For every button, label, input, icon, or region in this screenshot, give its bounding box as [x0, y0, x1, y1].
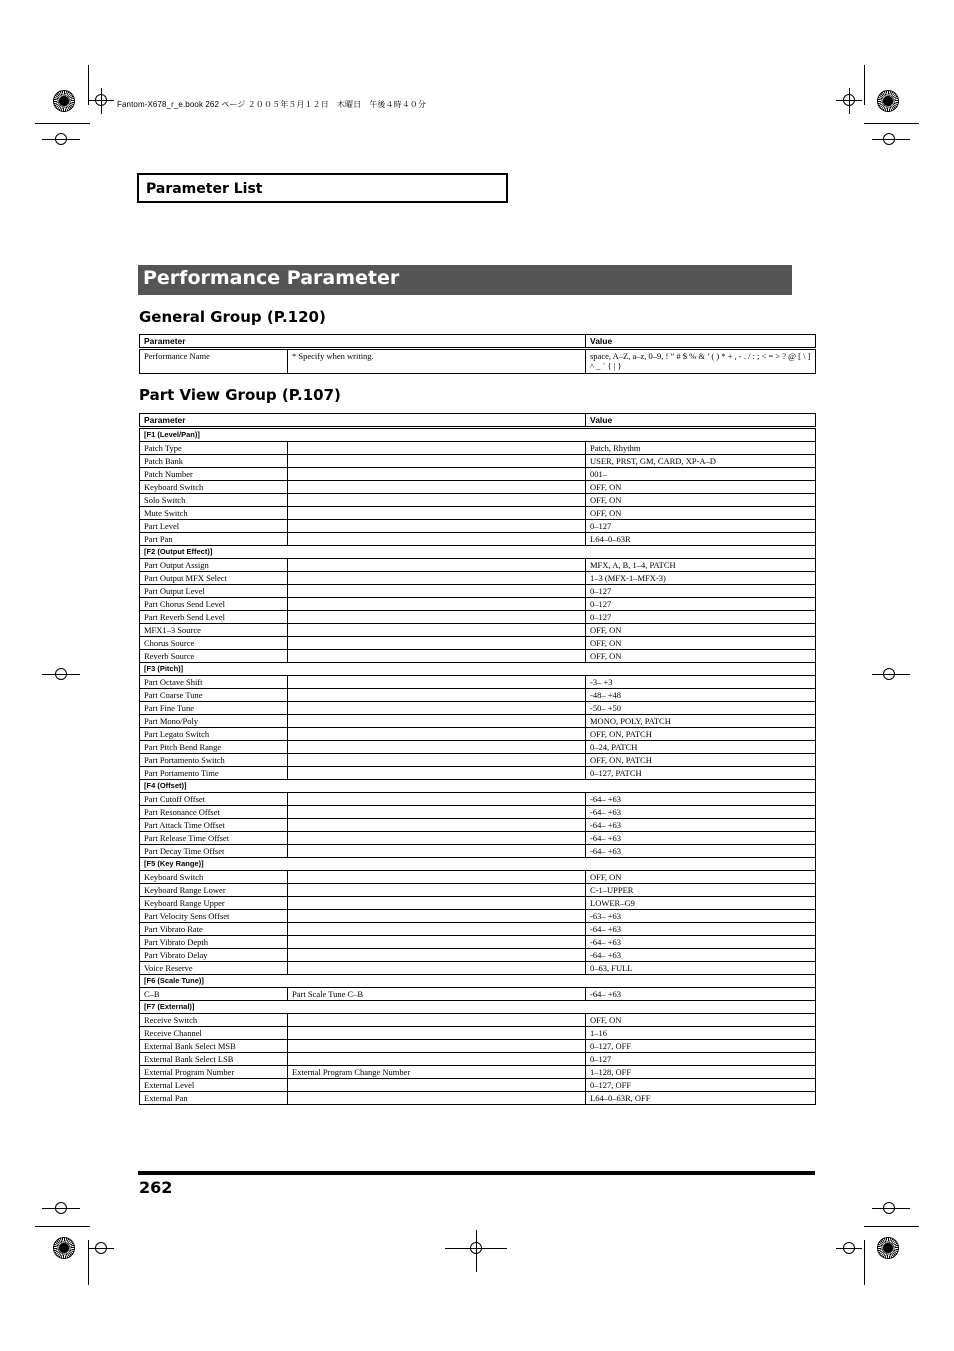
parameter-cell: Part Output Level	[140, 585, 288, 598]
note-cell	[288, 572, 586, 585]
value-cell: C-1–UPPER	[586, 884, 816, 897]
table-row	[140, 1079, 816, 1092]
note-cell	[288, 962, 586, 975]
table-row	[140, 494, 816, 507]
note-cell	[288, 598, 586, 611]
note-cell	[288, 442, 586, 455]
table-row	[140, 442, 816, 455]
note-cell: Part Scale Tune C–B	[288, 988, 586, 1001]
parameter-cell: Mute Switch	[140, 507, 288, 520]
note-cell	[288, 715, 586, 728]
crop-line	[88, 65, 89, 105]
parameter-cell: Part Level	[140, 520, 288, 533]
value-cell: 0–127, PATCH	[586, 767, 816, 780]
note-cell	[288, 507, 586, 520]
registration-target-bottom-right	[877, 1237, 899, 1259]
parameter-cell: Part Mono/Poly	[140, 715, 288, 728]
parameter-cell: External Level	[140, 1079, 288, 1092]
page-title: Performance Parameter	[143, 267, 400, 289]
table-row	[140, 741, 816, 754]
value-cell: -64– +63	[586, 819, 816, 832]
parameter-cell: MFX1–3 Source	[140, 624, 288, 637]
parameter-cell: Part Velocity Sens Offset	[140, 910, 288, 923]
parameter-cell: Part Reverb Send Level	[140, 611, 288, 624]
value-cell: 0–127	[586, 611, 816, 624]
crop-line	[42, 674, 80, 675]
group-header-row	[140, 858, 816, 871]
note-cell	[288, 884, 586, 897]
crop-line	[836, 1248, 862, 1249]
parameter-cell: Patch Number	[140, 468, 288, 481]
parameter-cell: Keyboard Range Lower	[140, 884, 288, 897]
value-cell: LOWER–G9	[586, 897, 816, 910]
parameter-cell: Performance Name	[140, 349, 288, 374]
crop-line	[88, 1248, 114, 1249]
table-row	[140, 884, 816, 897]
table-row	[140, 936, 816, 949]
group-header-row	[140, 428, 816, 442]
table-row	[140, 988, 816, 1001]
value-cell: 0–127	[586, 520, 816, 533]
note-cell	[288, 689, 586, 702]
table-row	[140, 585, 816, 598]
parameter-cell: Receive Switch	[140, 1014, 288, 1027]
note-cell	[288, 741, 586, 754]
note-cell	[288, 559, 586, 572]
table-row	[140, 468, 816, 481]
parameter-cell: Part Output Assign	[140, 559, 288, 572]
parameter-cell: Part Fine Tune	[140, 702, 288, 715]
parameter-cell: Part Legato Switch	[140, 728, 288, 741]
note-cell	[288, 1079, 586, 1092]
table-row	[140, 1066, 816, 1079]
general-group-table	[139, 334, 816, 374]
registration-target-top-left	[53, 90, 75, 112]
parameter-cell: Part Output MFX Select	[140, 572, 288, 585]
table-row	[140, 832, 816, 845]
table-row	[140, 624, 816, 637]
table-row	[140, 689, 816, 702]
note-cell	[288, 806, 586, 819]
note-cell	[288, 832, 586, 845]
note-cell	[288, 455, 586, 468]
value-cell: 0–24, PATCH	[586, 741, 816, 754]
note-cell	[288, 611, 586, 624]
group-label: [F2 (Output Effect)]	[140, 546, 816, 559]
crop-line	[864, 1226, 919, 1227]
registration-target-top-right	[877, 90, 899, 112]
parameter-cell: Part Vibrato Rate	[140, 923, 288, 936]
parameter-cell: Chorus Source	[140, 637, 288, 650]
parameter-cell: External Bank Select LSB	[140, 1053, 288, 1066]
table-row	[140, 702, 816, 715]
note-cell	[288, 494, 586, 507]
group-header-row	[140, 663, 816, 676]
table-row	[140, 910, 816, 923]
group-label: [F3 (Pitch)]	[140, 663, 816, 676]
table-row	[140, 715, 816, 728]
note-cell	[288, 468, 586, 481]
parameter-cell: Patch Type	[140, 442, 288, 455]
note-cell	[288, 871, 586, 884]
table-row	[140, 793, 816, 806]
crop-line	[864, 1240, 865, 1285]
value-cell: L64–0–63R, OFF	[586, 1092, 816, 1105]
table-row	[140, 767, 816, 780]
crop-line	[42, 1208, 80, 1209]
part-view-group-title: Part View Group (P.107)	[139, 386, 341, 404]
crop-line	[42, 139, 80, 140]
note-cell	[288, 767, 586, 780]
note-cell	[288, 624, 586, 637]
value-cell: OFF, ON, PATCH	[586, 728, 816, 741]
crop-line	[872, 674, 910, 675]
table-row	[140, 1092, 816, 1105]
parameter-cell: Part Vibrato Depth	[140, 936, 288, 949]
note-cell	[288, 728, 586, 741]
value-cell: OFF, ON	[586, 871, 816, 884]
table-row	[140, 481, 816, 494]
note-cell	[288, 949, 586, 962]
value-cell: OFF, ON	[586, 507, 816, 520]
parameter-cell: Part Decay Time Offset	[140, 845, 288, 858]
parameter-cell: Part Portamento Switch	[140, 754, 288, 767]
table-row	[140, 637, 816, 650]
note-cell	[288, 585, 586, 598]
group-label: [F4 (Offset)]	[140, 780, 816, 793]
note-cell	[288, 754, 586, 767]
table-row	[140, 1053, 816, 1066]
parameter-cell: Part Pitch Bend Range	[140, 741, 288, 754]
crop-line	[872, 139, 910, 140]
note-cell: * Specify when writing.	[288, 349, 586, 374]
value-cell: OFF, ON	[586, 481, 816, 494]
value-cell: MFX, A, B, 1–4, PATCH	[586, 559, 816, 572]
value-cell: OFF, ON	[586, 650, 816, 663]
value-cell: 0–127	[586, 585, 816, 598]
part-view-group-table	[139, 413, 816, 1105]
parameter-cell: Keyboard Switch	[140, 481, 288, 494]
parameter-cell: Part Resonance Offset	[140, 806, 288, 819]
note-cell	[288, 520, 586, 533]
group-header-row	[140, 975, 816, 988]
group-header-row	[140, 1001, 816, 1014]
value-cell: -64– +63	[586, 845, 816, 858]
print-info-header: Fantom-X678_r_e.book 262 ページ ２００５年５月１２日 木曜日 午後４時４０分	[117, 100, 427, 109]
note-cell	[288, 1027, 586, 1040]
value-cell: 0–127, OFF	[586, 1040, 816, 1053]
value-cell: 0–127	[586, 598, 816, 611]
crop-line	[864, 65, 865, 105]
parameter-cell: Part Chorus Send Level	[140, 598, 288, 611]
value-cell: OFF, ON	[586, 494, 816, 507]
page-number: 262	[139, 1178, 173, 1197]
note-cell	[288, 637, 586, 650]
registration-target-bottom-left	[53, 1237, 75, 1259]
value-cell: -48– +48	[586, 689, 816, 702]
parameter-cell: Part Coarse Tune	[140, 689, 288, 702]
value-cell: 1–3 (MFX-1–MFX-3)	[586, 572, 816, 585]
value-cell: USER, PRST, GM, CARD, XP-A–D	[586, 455, 816, 468]
value-cell: 001–	[586, 468, 816, 481]
parameter-cell: Part Vibrato Delay	[140, 949, 288, 962]
note-cell: External Program Change Number	[288, 1066, 586, 1079]
table-row	[140, 819, 816, 832]
crop-line	[88, 1240, 89, 1285]
table-row	[140, 923, 816, 936]
value-cell: -63– +63	[586, 910, 816, 923]
note-cell	[288, 1092, 586, 1105]
value-cell: L64–0–63R	[586, 533, 816, 546]
table-row	[140, 1027, 816, 1040]
parameter-cell: External Program Number	[140, 1066, 288, 1079]
footer-rule	[138, 1171, 815, 1175]
parameter-cell: Solo Switch	[140, 494, 288, 507]
group-header-row	[140, 780, 816, 793]
general-group-title: General Group (P.120)	[139, 308, 326, 326]
value-cell: MONO, POLY, PATCH	[586, 715, 816, 728]
note-cell	[288, 910, 586, 923]
value-cell: -3– +3	[586, 676, 816, 689]
crop-line	[35, 123, 90, 124]
value-cell: -64– +63	[586, 988, 816, 1001]
table-row	[140, 806, 816, 819]
value-cell: 0–127, OFF	[586, 1079, 816, 1092]
parameter-cell: Part Portamento Time	[140, 767, 288, 780]
parameter-cell: Part Release Time Offset	[140, 832, 288, 845]
table-row	[140, 559, 816, 572]
note-cell	[288, 676, 586, 689]
table-row	[140, 455, 816, 468]
value-cell: -64– +63	[586, 936, 816, 949]
table-row	[140, 676, 816, 689]
note-cell	[288, 923, 586, 936]
table-row	[140, 533, 816, 546]
value-cell: -64– +63	[586, 832, 816, 845]
table-row	[140, 520, 816, 533]
note-cell	[288, 1053, 586, 1066]
table-row	[140, 754, 816, 767]
group-header-row	[140, 546, 816, 559]
value-cell: Patch, Rhythm	[586, 442, 816, 455]
value-cell: -64– +63	[586, 793, 816, 806]
note-cell	[288, 533, 586, 546]
value-cell: -64– +63	[586, 923, 816, 936]
note-cell	[288, 481, 586, 494]
table-row	[140, 871, 816, 884]
table-row	[140, 728, 816, 741]
value-cell: OFF, ON, PATCH	[586, 754, 816, 767]
value-cell: -50– +50	[586, 702, 816, 715]
table-row	[140, 650, 816, 663]
group-label: [F7 (External)]	[140, 1001, 816, 1014]
value-cell: OFF, ON	[586, 637, 816, 650]
note-cell	[288, 819, 586, 832]
table-row	[140, 598, 816, 611]
section-title: Parameter List	[146, 181, 263, 197]
crop-line	[849, 88, 850, 114]
value-cell: 1–128, OFF	[586, 1066, 816, 1079]
parameter-cell: Receive Channel	[140, 1027, 288, 1040]
parameter-cell: Patch Bank	[140, 455, 288, 468]
table-row	[140, 507, 816, 520]
note-cell	[288, 793, 586, 806]
value-cell: -64– +63	[586, 949, 816, 962]
crop-line	[35, 1226, 90, 1227]
note-cell	[288, 1040, 586, 1053]
value-cell: 0–63, FULL	[586, 962, 816, 975]
value-cell: 1–16	[586, 1027, 816, 1040]
parameter-cell: Voice Reserve	[140, 962, 288, 975]
table-row	[140, 611, 816, 624]
crop-line	[476, 1230, 477, 1272]
value-cell: OFF, ON	[586, 624, 816, 637]
parameter-cell: External Pan	[140, 1092, 288, 1105]
table-row	[140, 572, 816, 585]
note-cell	[288, 936, 586, 949]
column-header-parameter: Parameter	[140, 414, 586, 428]
table-row	[140, 1040, 816, 1053]
value-cell: 0–127	[586, 1053, 816, 1066]
table-row	[140, 897, 816, 910]
crop-line	[864, 123, 919, 124]
parameter-cell: C–B	[140, 988, 288, 1001]
note-cell	[288, 897, 586, 910]
parameter-cell: Part Pan	[140, 533, 288, 546]
note-cell	[288, 845, 586, 858]
parameter-cell: Part Cutoff Offset	[140, 793, 288, 806]
note-cell	[288, 702, 586, 715]
crop-line	[872, 1208, 910, 1209]
parameter-cell: Reverb Source	[140, 650, 288, 663]
column-header-value: Value	[586, 414, 816, 428]
note-cell	[288, 1014, 586, 1027]
parameter-cell: Keyboard Range Upper	[140, 897, 288, 910]
table-row	[140, 349, 816, 374]
table-row	[140, 949, 816, 962]
parameter-cell: Keyboard Switch	[140, 871, 288, 884]
value-cell: space, A–Z, a–z, 0–9, ! ” # $ % & ’ ( ) * + , - . / : ; < = > ? @ [ \ ] ^ _ ` { | }	[586, 349, 816, 374]
group-label: [F1 (Level/Pan)]	[140, 428, 816, 442]
parameter-cell: Part Octave Shift	[140, 676, 288, 689]
value-cell: OFF, ON	[586, 1014, 816, 1027]
value-cell: -64– +63	[586, 806, 816, 819]
column-header-parameter: Parameter	[140, 335, 586, 349]
table-row	[140, 1014, 816, 1027]
parameter-cell: Part Attack Time Offset	[140, 819, 288, 832]
note-cell	[288, 650, 586, 663]
group-label: [F5 (Key Range)]	[140, 858, 816, 871]
crop-line	[101, 88, 102, 114]
column-header-value: Value	[586, 335, 816, 349]
parameter-cell: External Bank Select MSB	[140, 1040, 288, 1053]
table-row	[140, 845, 816, 858]
group-label: [F6 (Scale Tune)]	[140, 975, 816, 988]
table-row	[140, 962, 816, 975]
